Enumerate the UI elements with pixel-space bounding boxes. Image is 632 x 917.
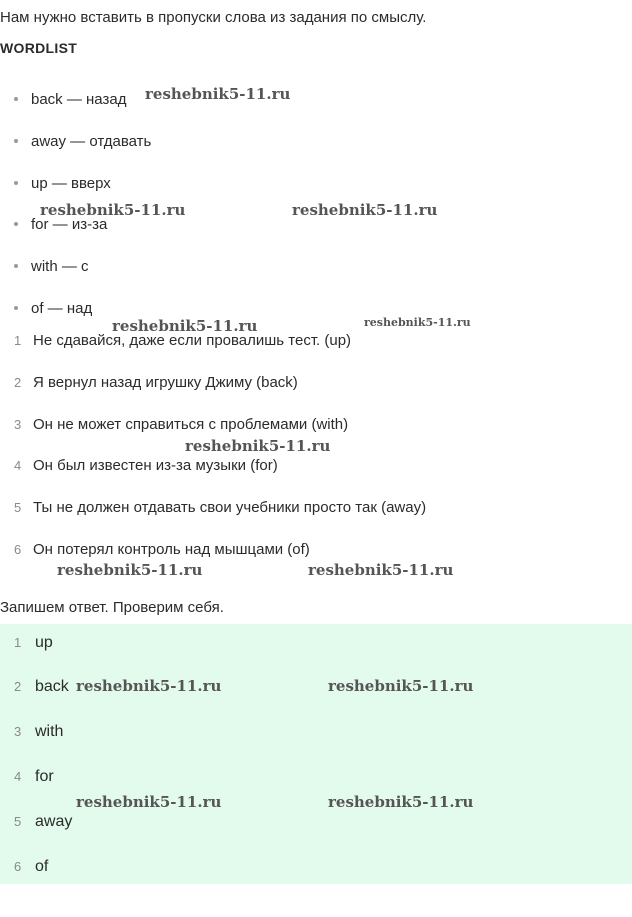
answer-box bbox=[0, 624, 632, 884]
answer-intro: Запишем ответ. Проверим себя. bbox=[0, 599, 224, 616]
answer-item: 4 for bbox=[14, 768, 54, 785]
watermark: reshebnik5-11.ru bbox=[364, 316, 471, 329]
sentence-item: 3 Он не может справиться с проблемами (with) bbox=[14, 416, 349, 433]
watermark: reshebnik5-11.ru bbox=[76, 793, 222, 811]
watermark: reshebnik5-11.ru bbox=[328, 677, 474, 695]
watermark: reshebnik5-11.ru bbox=[292, 201, 438, 219]
list-item: with — с bbox=[14, 258, 89, 276]
sentence-item: 5 Ты не должен отдавать свои учебники просто так (away) bbox=[14, 499, 427, 516]
answer-item: 1 up bbox=[14, 634, 53, 651]
wordlist-heading: WORDLIST bbox=[0, 40, 78, 56]
list-item: of — над bbox=[14, 300, 92, 318]
answer-item: 2 back bbox=[14, 678, 69, 695]
sentence-item: 2 Я вернул назад игрушку Джиму (back) bbox=[14, 374, 298, 391]
bullet-icon bbox=[14, 181, 18, 185]
bullet-icon bbox=[14, 264, 18, 268]
answer-item: 6 of bbox=[14, 858, 49, 875]
watermark: reshebnik5-11.ru bbox=[185, 437, 331, 455]
watermark: reshebnik5-11.ru bbox=[308, 561, 454, 579]
bullet-icon bbox=[14, 222, 18, 226]
watermark: reshebnik5-11.ru bbox=[40, 201, 186, 219]
sentence-item: 4 Он был известен из-за музыки (for) bbox=[14, 457, 278, 474]
watermark: reshebnik5-11.ru bbox=[145, 85, 291, 103]
intro-text: Нам нужно вставить в пропуски слова из задания по смыслу. bbox=[0, 9, 427, 26]
list-item: back — назад bbox=[14, 91, 126, 109]
sentence-item: 6 Он потерял контроль над мышцами (of) bbox=[14, 541, 310, 558]
list-item: away — отдавать bbox=[14, 133, 151, 151]
bullet-icon bbox=[14, 306, 18, 310]
bullet-icon bbox=[14, 139, 18, 143]
sentence-item: 1 Не сдавайся, даже если провалишь тест. (up) bbox=[14, 332, 352, 349]
watermark: reshebnik5-11.ru bbox=[76, 677, 222, 695]
answer-item: 3 with bbox=[14, 723, 64, 740]
answer-item: 5 away bbox=[14, 813, 73, 830]
watermark: reshebnik5-11.ru bbox=[112, 317, 258, 335]
watermark: reshebnik5-11.ru bbox=[57, 561, 203, 579]
bullet-icon bbox=[14, 97, 18, 101]
list-item: for — из-за bbox=[14, 216, 107, 234]
watermark: reshebnik5-11.ru bbox=[328, 793, 474, 811]
list-item: up — вверх bbox=[14, 175, 111, 193]
